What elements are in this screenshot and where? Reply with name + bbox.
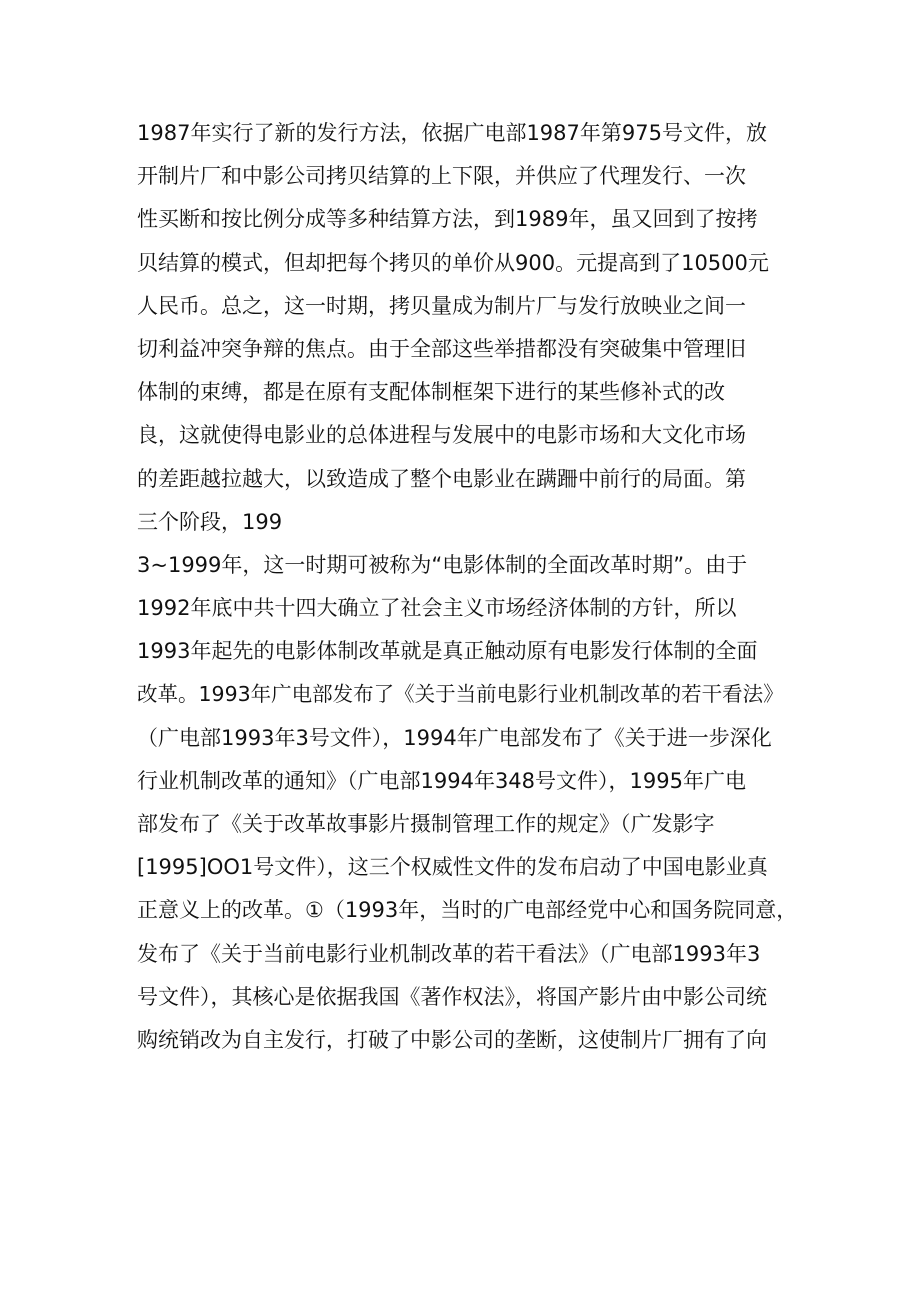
text-line: 三个阶段，199 [137,509,283,534]
text-line: 良，这就使得电影业的总体进程与发展中的电影市场和大文化市场 [137,423,746,448]
body-text [137,112,797,1062]
text-line: 开制片厂和中影公司拷贝结算的上下限，并供应了代理发行、一次 [137,164,746,189]
text-line: 部发布了《关于改革故事影片摄制管理工作的规定》（广发影字 [137,812,715,836]
text-line: 切利益冲突争辩的焦点。由于全部这些举措都没有突破集中管理旧 [137,336,746,361]
text-line: 号文件），其核心是依据我国《著作权法》，将国产影片由中影公司统 [137,984,767,1009]
text-line: 行业机制改革的通知》（广电部1994年348号文件），1995年广电 [137,768,746,793]
text-line: 发布了《关于当前电影行业机制改革的若干看法》（广电部1993年3 [137,941,761,966]
text-line: 性买断和按比例分成等多种结算方法，到1989年，虽又回到了按拷 [137,207,758,232]
text-line: 贝结算的模式，但却把每个拷贝的单价从900。元提高到了10500元 [137,250,769,275]
text-line: 改革。1993年广电部发布了《关于当前电影行业机制改革的若干看法》 [137,682,784,707]
text-line: 1993年起先的电影体制改革就是真正触动原有电影发行体制的全面 [137,639,758,664]
text-line: 的差距越拉越大，以致造成了整个电影业在蹒跚中前行的局面。第 [137,466,746,491]
text-line: 1987年实行了新的发行方法，依据广电部1987年第975号文件，放 [137,121,767,145]
text-line: 体制的束缚，都是在原有支配体制框架下进行的某些修补式的改 [137,380,725,405]
text-line: 购统销改为自主发行，打破了中影公司的垄断，这使制片厂拥有了向 [137,1027,767,1052]
text-line: 1992年底中共十四大确立了社会主义市场经济体制的方针，所以 [137,596,737,621]
text-line: 人民币。总之，这一时期，拷贝量成为制片厂与发行放映业之间一 [137,293,746,318]
text-line: 3~1999年，这一时期可被称为“电影体制的全面改革时期”。由于 [137,552,748,577]
text-line: （广电部1993年3号文件），1994年广电部发布了《关于进一步深化 [137,725,772,750]
text-line: [1995]OO1号文件），这三个权威性文件的发布启动了中国电影业真 [137,855,768,880]
text-line: 正意义上的改革。①（1993年，当时的广电部经党中心和国务院同意， [137,898,797,923]
